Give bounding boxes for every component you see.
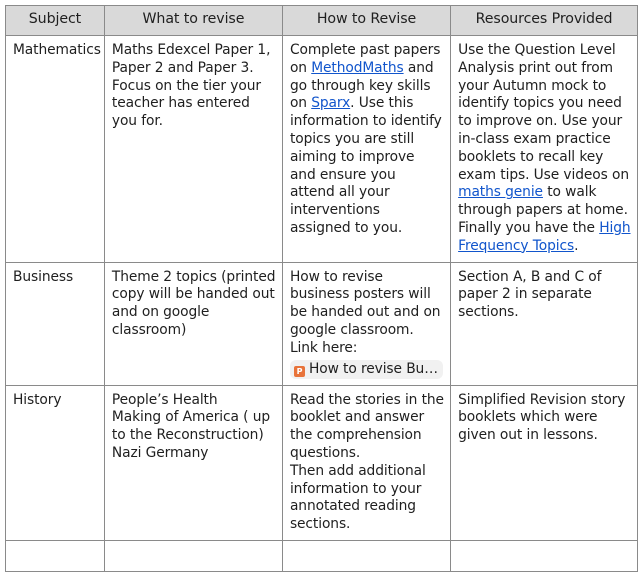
cell-empty[interactable] [104,540,282,571]
cell-what[interactable]: Maths Edexcel Paper 1, Paper 2 and Paper 3. Focus on the tier your teacher has entered you for. [104,36,282,263]
cell-empty[interactable] [451,540,638,571]
cell-how[interactable] [282,36,450,263]
text: and go through key skills on [289,59,434,112]
header-what-to-revise: What to revise [104,6,282,36]
sparx-link[interactable]: Sparx [311,95,351,112]
cell-resources[interactable]: Section A, B and C of paper 2 in separate sections. [451,262,638,385]
text: Complete past papers on [289,42,441,76]
revision-table [5,5,638,572]
cell-subject[interactable]: Business [6,262,105,385]
text: . Use this information to identify topics you are still aiming to improve and ensure you attend all your interventions assigned to you. [289,95,442,236]
cell-how[interactable] [282,385,450,540]
line: Making of America ( up to the Reconstruction) [111,409,271,444]
cell-what[interactable]: Theme 2 topics (printed copy will be handed out and on google classroom) [104,262,282,385]
text: . [574,237,579,254]
text: Use the Question Level Analysis print out from your Autumn mock to identify topics you need to improve on. Use your in-class exam practice booklets to recall key exam tips. Use videos on [458,42,629,183]
maths-genie-link[interactable]: maths genie [458,184,543,201]
cell-empty[interactable] [6,540,105,571]
table-row [6,540,638,571]
line: Read the stories in the booklet and answer the comprehension questions. [289,391,444,461]
header-how-to-revise: How to Revise [282,6,450,36]
table-row [6,385,638,540]
cell-what[interactable] [104,385,282,540]
table-row [6,36,638,263]
slides-icon: P [294,366,305,377]
high-frequency-topics-link[interactable]: High Frequency Topics [458,219,631,254]
line: People’s Health [111,391,218,408]
chip-label: How to revise Bu… [308,360,438,377]
line: Nazi Germany [111,444,209,461]
cell-subject[interactable]: Mathematics [6,36,105,263]
cell-empty[interactable] [282,540,450,571]
methodmaths-link[interactable]: MethodMaths [311,59,404,76]
header-subject: Subject [6,6,105,36]
header-resources: Resources Provided [451,6,638,36]
cell-subject[interactable]: History [6,385,105,540]
file-chip[interactable] [290,360,443,379]
text: to walk through papers at home. Finally you have the [458,184,628,236]
line: Then add additional information to your annotated reading sections. [289,462,426,533]
cell-resources[interactable] [451,36,638,263]
cell-resources[interactable]: Simplified Revision story booklets which were given out in lessons. [451,385,638,540]
header-row [6,6,638,36]
cell-how[interactable] [282,262,450,385]
text: How to revise business posters will be handed out and on google classroom. Link here: [289,268,441,356]
table-row [6,262,638,385]
